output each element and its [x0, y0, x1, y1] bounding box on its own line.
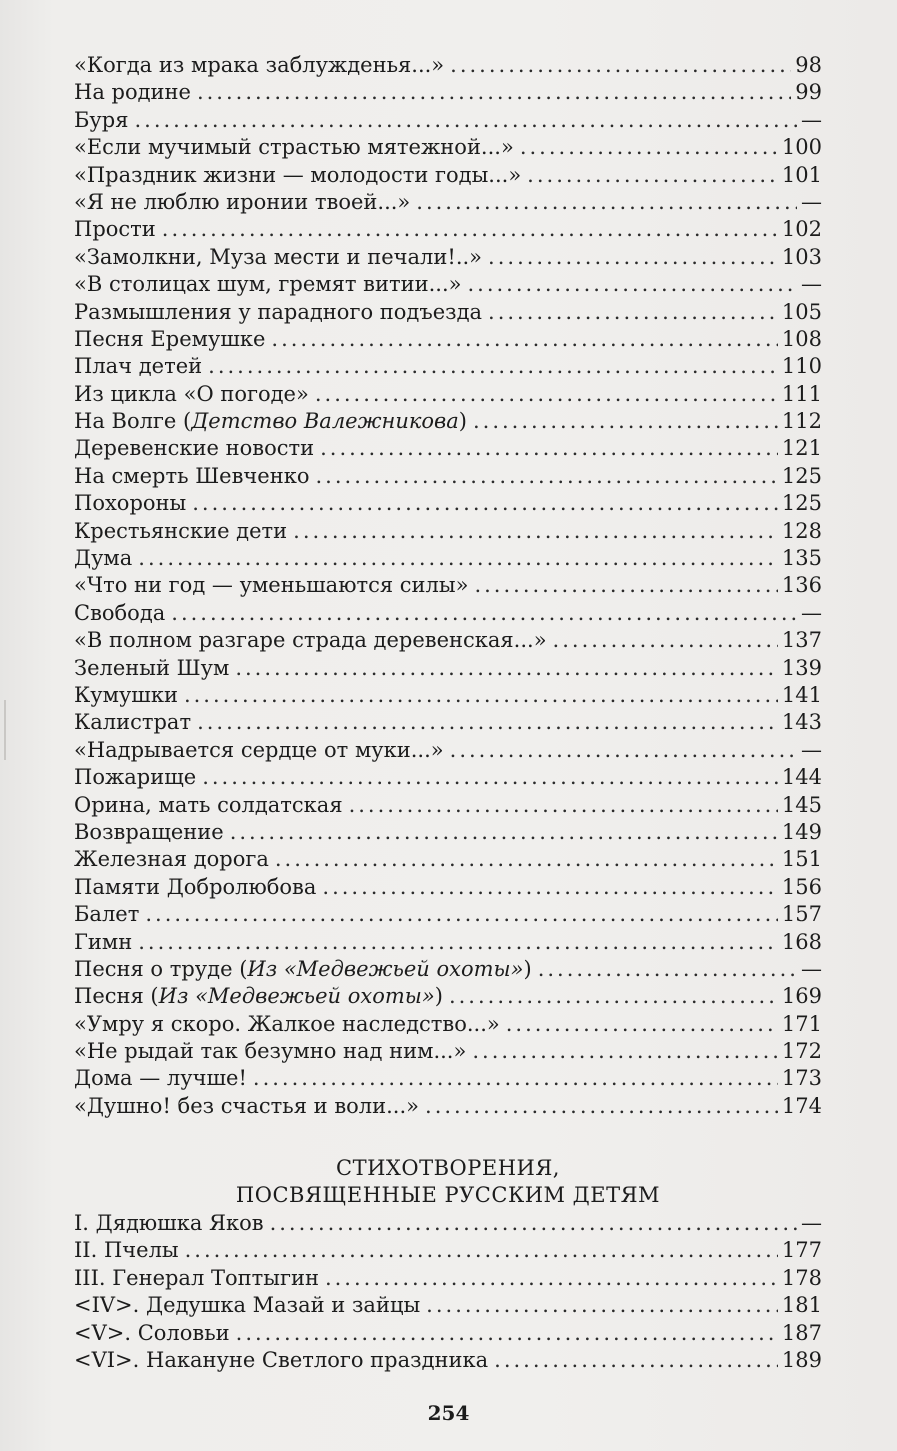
- toc-entry-title-text: Памяти Добролюбова: [74, 874, 317, 899]
- toc-entry-page: 156: [781, 874, 822, 899]
- toc-entry-title-text: Дума: [74, 546, 133, 571]
- dot-leader: [322, 874, 778, 901]
- toc-entry: [74, 709, 822, 736]
- toc-entry-title: [74, 1038, 466, 1065]
- toc-entry-page: 137: [781, 628, 822, 653]
- toc-entry: [74, 79, 822, 106]
- toc-entry-title-text: Размышления у парадного подъезда: [74, 299, 483, 324]
- toc-entry-title: [74, 709, 191, 736]
- toc-entry-page: 141: [781, 682, 822, 707]
- toc-entry-title: [74, 792, 343, 819]
- table-of-contents: [74, 52, 822, 1120]
- toc-entry-title: [74, 463, 310, 490]
- toc-entry-page: 101: [781, 162, 822, 187]
- dot-leader: [171, 600, 797, 627]
- toc-entry: [74, 189, 822, 216]
- dot-leader: [467, 271, 797, 298]
- dot-leader: [138, 545, 778, 572]
- toc-entry-page: 125: [781, 491, 822, 516]
- toc-entry-title: [74, 600, 165, 627]
- dot-leader: [488, 244, 778, 271]
- toc-entry: [74, 572, 822, 599]
- toc-entry-title: [74, 79, 191, 106]
- toc-entry: [74, 600, 822, 627]
- toc-entry: [74, 1210, 822, 1237]
- toc-entry-title-text: Свобода: [74, 600, 166, 625]
- toc-entry-page: —: [801, 1211, 822, 1235]
- toc-entry-page: 189: [781, 1347, 822, 1372]
- toc-entry-title-text: Песня Еремушке: [74, 326, 266, 351]
- dot-leader: [449, 983, 778, 1010]
- dot-leader: [192, 490, 778, 517]
- section-heading-line2: ПОСВЯЩЕННЫЕ РУССКИМ ДЕТЯМ: [235, 1183, 661, 1207]
- toc-entry-title: [74, 216, 156, 243]
- toc-entry: [74, 134, 822, 161]
- toc-entry-page: 149: [781, 819, 822, 844]
- toc-entry-title-text: Песня о труде (: [74, 956, 248, 981]
- dot-leader: [184, 682, 778, 709]
- toc-entry-title-text: Железная дорога: [74, 847, 269, 872]
- toc-entry: [74, 737, 822, 764]
- toc-entry-title: [74, 490, 186, 517]
- dot-leader: [416, 189, 797, 216]
- dot-leader: [494, 1347, 778, 1374]
- toc-entry-title: [74, 162, 521, 189]
- toc-entry-title-text: Крестьянские дети: [74, 518, 288, 543]
- toc-entry-title-text: «Праздник жизни — молодости годы...»: [74, 162, 522, 187]
- toc-entry-title: [74, 271, 461, 298]
- toc-entry: [74, 901, 822, 928]
- toc-entry: [74, 1038, 822, 1065]
- toc-entry-page: 110: [781, 354, 822, 379]
- dot-leader: [138, 929, 778, 956]
- toc-entry: [74, 408, 822, 435]
- toc-entry-title: [74, 572, 468, 599]
- toc-entry: [74, 381, 822, 408]
- toc-entry-title-text: Калистрат: [74, 710, 192, 735]
- toc-entry-title: [74, 1292, 420, 1319]
- toc-entry-title-text: II. Пчелы: [74, 1238, 179, 1263]
- toc-entry-page: —: [801, 956, 822, 981]
- toc-entry: [74, 490, 822, 517]
- toc-entry-title-text: Кумушки: [74, 682, 178, 707]
- toc-entry: [74, 682, 822, 709]
- dot-leader: [145, 901, 778, 928]
- toc-entry-page: 125: [781, 463, 822, 488]
- toc-entry-title: [74, 929, 132, 956]
- toc-entry-page: 171: [781, 1011, 822, 1036]
- toc-entry-page: 111: [781, 381, 822, 406]
- toc-entry-title-italic: Из «Медвежьей охоты»: [247, 956, 524, 981]
- dot-leader: [162, 216, 778, 243]
- toc-entry-title-text: Плач детей: [74, 354, 203, 379]
- toc-entry: [74, 435, 822, 462]
- toc-entry-title-text: Зеленый Шум: [74, 655, 230, 680]
- toc-entry-title-text: Песня (: [74, 984, 159, 1009]
- toc-entry-title-text: «В столицах шум, гремят витии...»: [74, 272, 462, 297]
- toc-entry: [74, 353, 822, 380]
- toc-entry-page: 172: [781, 1039, 822, 1064]
- dot-leader: [506, 1011, 778, 1038]
- dot-leader: [230, 819, 778, 846]
- dot-leader: [236, 1320, 778, 1347]
- dot-leader: [208, 353, 778, 380]
- toc-entry: [74, 929, 822, 956]
- toc-entry-title-text: Похороны: [74, 491, 187, 516]
- toc-entry-title: [74, 737, 444, 764]
- toc-entry-title: [74, 189, 410, 216]
- toc-entry-title: [74, 381, 309, 408]
- toc-entry: [74, 1292, 822, 1319]
- toc-entry-page: 174: [781, 1093, 822, 1118]
- toc-entry-page: 105: [781, 299, 822, 324]
- toc-entry-title: [74, 682, 178, 709]
- toc-entry: [74, 1065, 822, 1092]
- dot-leader: [320, 435, 778, 462]
- toc-entry: [74, 983, 822, 1010]
- toc-entry-title: [74, 764, 196, 791]
- toc-entry-page: 157: [781, 902, 822, 927]
- toc-entry-title: [74, 1347, 488, 1374]
- toc-entry-page: 135: [781, 546, 822, 571]
- toc-entry-title-text: III. Генерал Топтыгин: [74, 1265, 319, 1290]
- toc-entry-page: —: [801, 737, 822, 762]
- toc-entry-title: [74, 956, 532, 983]
- toc-entry-title-text: Дома — лучше!: [74, 1066, 247, 1091]
- toc-entry: [74, 1011, 822, 1038]
- toc-entry-title-text: «Я не люблю иронии твоей...»: [74, 189, 411, 214]
- toc-entry: [74, 655, 822, 682]
- toc-entry-title-text: «Если мучимый страстью мятежной...»: [74, 135, 514, 160]
- toc-entry-title-text: «Замолкни, Муза мести и печали!..»: [74, 244, 483, 269]
- toc-entry-title-text: «Душно! без счастья и воли...»: [74, 1093, 420, 1118]
- toc-entry-title-text: Гимн: [74, 929, 133, 954]
- toc-entry-title: [74, 545, 132, 572]
- toc-entry: [74, 162, 822, 189]
- toc-entry-title: [74, 627, 547, 654]
- toc-entry-page: 99: [795, 80, 822, 105]
- dot-leader: [425, 1093, 778, 1120]
- dot-leader: [316, 463, 778, 490]
- toc-entry-title-text: «Умру я скоро. Жалкое наследство...»: [74, 1011, 500, 1036]
- toc-entry-title-text: Возвращение: [74, 819, 224, 844]
- toc-entry-title: [74, 326, 265, 353]
- toc-entry-title: [74, 819, 224, 846]
- toc-entry-page: 128: [781, 518, 822, 543]
- toc-entry-title-text: Балет: [74, 902, 140, 927]
- toc-entry-page: 177: [781, 1238, 822, 1263]
- toc-entry: [74, 107, 822, 134]
- toc-entry: [74, 764, 822, 791]
- toc-entry-page: 100: [781, 135, 822, 160]
- dot-leader: [553, 627, 778, 654]
- dot-leader: [197, 79, 791, 106]
- toc-entry-page: 187: [781, 1320, 822, 1345]
- toc-entry-page: 136: [781, 573, 822, 598]
- dot-leader: [473, 408, 778, 435]
- dot-leader: [293, 518, 778, 545]
- toc-entry: [74, 299, 822, 326]
- dot-leader: [520, 134, 778, 161]
- toc-entry-title: [74, 874, 316, 901]
- toc-entry-title: [74, 353, 202, 380]
- toc-entry-title-end: ): [434, 984, 443, 1009]
- toc-entry-title-text: Буря: [74, 107, 129, 132]
- toc-entry: [74, 1347, 822, 1374]
- toc-entry-title-text: <IV>. Дедушка Мазай и зайцы: [74, 1293, 421, 1318]
- toc-entry: [74, 518, 822, 545]
- dot-leader: [253, 1065, 778, 1092]
- toc-entry-title-text: «Надрывается сердце от муки...»: [74, 737, 444, 762]
- toc-entry: [74, 819, 822, 846]
- dot-leader: [325, 1265, 778, 1292]
- toc-entry-page: 139: [781, 655, 822, 680]
- dot-leader: [527, 162, 778, 189]
- toc-entry-page: 178: [781, 1265, 822, 1290]
- toc-entry-page: 145: [781, 792, 822, 817]
- section-heading-line1: СТИХОТВОРЕНИЯ,: [336, 1156, 560, 1180]
- toc-entry-title: [74, 901, 139, 928]
- toc-entry: [74, 956, 822, 983]
- toc-entry: [74, 463, 822, 490]
- toc-entry: [74, 1093, 822, 1120]
- toc-entry-page: —: [801, 189, 822, 214]
- dot-leader: [271, 326, 778, 353]
- toc-entry-title: [74, 1093, 419, 1120]
- toc-entry-page: 143: [781, 710, 822, 735]
- toc-entry: [74, 792, 822, 819]
- toc-entry-title: [74, 1320, 230, 1347]
- toc-entry-page: 103: [781, 244, 822, 269]
- toc-entry-title-italic: Детство Валежникова: [191, 409, 459, 434]
- toc-entry-title: [74, 1237, 179, 1264]
- toc-entry: [74, 1237, 822, 1264]
- toc-entry-page: 151: [781, 847, 822, 872]
- toc-entry: [74, 326, 822, 353]
- toc-entry-page: —: [801, 600, 822, 625]
- toc-entry-title-text: Орина, мать солдатская: [74, 792, 343, 817]
- toc-entry-title-text: На родине: [74, 80, 191, 105]
- toc-entry-page: —: [801, 272, 822, 297]
- toc-entry-page: 173: [781, 1066, 822, 1091]
- toc-entry: [74, 216, 822, 243]
- dot-leader: [474, 572, 777, 599]
- toc-entry: [74, 874, 822, 901]
- dot-leader: [349, 792, 778, 819]
- toc-entry-title-italic: Из «Медвежьей охоты»: [158, 984, 435, 1009]
- toc-entry-title-text: На Волге (: [74, 409, 192, 434]
- toc-entry-page: 181: [781, 1293, 822, 1318]
- toc-entry-title-end: ): [523, 956, 532, 981]
- dot-leader: [185, 1237, 778, 1264]
- toc-entry-title-text: I. Дядюшка Яков: [74, 1211, 264, 1235]
- toc-entry-page: 98: [795, 53, 822, 77]
- toc-entry-title-text: «Что ни год — уменьшаются силы»: [74, 573, 469, 598]
- dot-leader: [134, 107, 797, 134]
- toc-entry-title: [74, 1065, 247, 1092]
- toc-entry-title-text: На смерть Шевченко: [74, 463, 310, 488]
- toc-entry-title-end: ): [458, 409, 467, 434]
- page-number: 254: [427, 1401, 470, 1425]
- section-table-of-contents: [74, 1210, 822, 1374]
- dot-leader: [450, 52, 791, 79]
- toc-entry: [74, 1320, 822, 1347]
- toc-entry: [74, 1265, 822, 1292]
- toc-entry-title-text: «В полном разгаре страда деревенская...»: [74, 628, 547, 653]
- dot-leader: [197, 709, 778, 736]
- toc-entry: [74, 627, 822, 654]
- dot-leader: [472, 1038, 778, 1065]
- toc-entry-title-text: Из цикла «О погоде»: [74, 381, 309, 406]
- toc-entry-title: [74, 244, 482, 271]
- toc-entry-title-text: Пожарище: [74, 765, 197, 790]
- toc-entry-page: —: [801, 107, 822, 132]
- dot-leader: [488, 299, 778, 326]
- toc-entry-title-text: «Не рыдай так безумно над ним...»: [74, 1039, 467, 1064]
- toc-entry-title: [74, 107, 128, 134]
- toc-entry-title-text: <VI>. Накануне Светлого праздника: [74, 1347, 489, 1372]
- toc-entry-title: [74, 846, 269, 873]
- toc-entry-title: [74, 518, 287, 545]
- toc-entry-title: [74, 1265, 319, 1292]
- toc-entry-title-text: Деревенские новости: [74, 436, 315, 461]
- toc-entry-title: [74, 52, 444, 79]
- toc-entry-title: [74, 1210, 264, 1237]
- toc-entry-page: 169: [781, 984, 822, 1009]
- dot-leader: [315, 381, 778, 408]
- toc-entry-page: 144: [781, 765, 822, 790]
- toc-entry-title: [74, 408, 467, 435]
- toc-entry-title: [74, 1011, 500, 1038]
- toc-entry-title: [74, 299, 482, 326]
- toc-entry-title-text: «Когда из мрака заблужденья...»: [74, 53, 445, 77]
- toc-entry-page: 102: [781, 217, 822, 242]
- page-edge-shadow: [4, 700, 6, 760]
- dot-leader: [538, 956, 797, 983]
- toc-entry-page: 168: [781, 929, 822, 954]
- dot-leader: [202, 764, 778, 791]
- toc-entry-page: 108: [781, 326, 822, 351]
- toc-entry: [74, 271, 822, 298]
- toc-entry: [74, 846, 822, 873]
- toc-entry: [74, 52, 822, 79]
- dot-leader: [235, 655, 778, 682]
- toc-entry-title: [74, 134, 514, 161]
- toc-entry-title-text: <V>. Соловьи: [74, 1320, 230, 1345]
- toc-entry-title-text: Прости: [74, 217, 156, 242]
- toc-entry: [74, 244, 822, 271]
- toc-entry: [74, 545, 822, 572]
- dot-leader: [270, 1210, 797, 1237]
- dot-leader: [426, 1292, 778, 1319]
- toc-entry-title: [74, 983, 443, 1010]
- toc-entry-page: 112: [781, 409, 822, 434]
- toc-entry-title: [74, 435, 314, 462]
- toc-entry-title: [74, 655, 229, 682]
- dot-leader: [450, 737, 797, 764]
- toc-entry-page: 121: [781, 436, 822, 461]
- dot-leader: [275, 846, 778, 873]
